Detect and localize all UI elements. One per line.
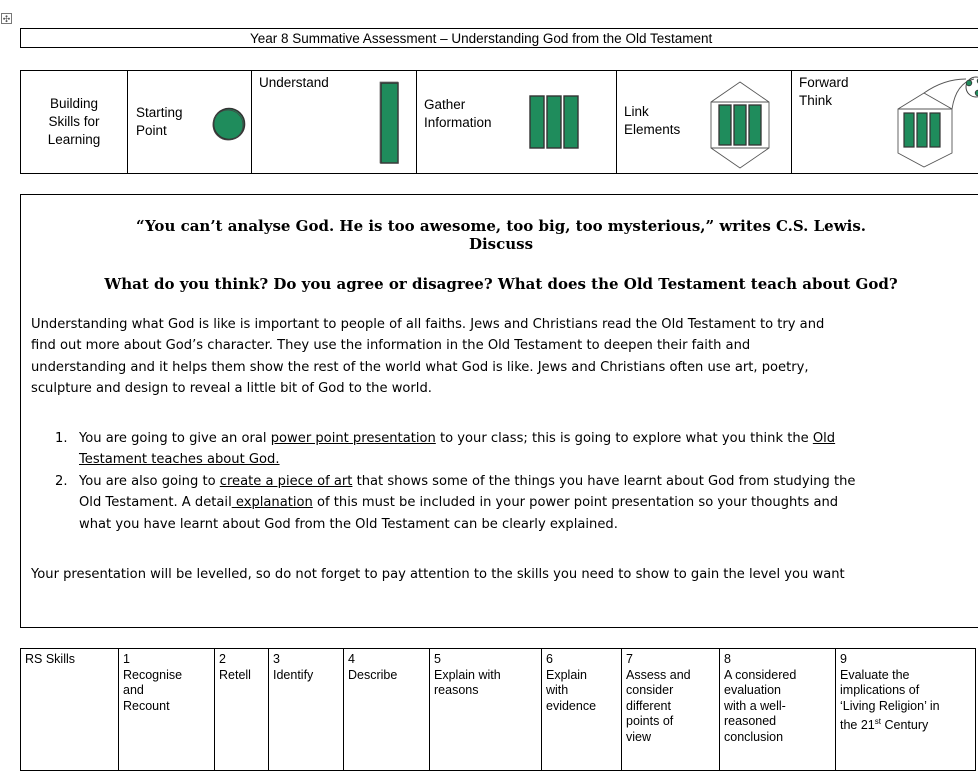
stage-label: [259, 74, 329, 92]
level-cell-6: [542, 649, 622, 771]
level-number: 2: [219, 652, 226, 666]
level-text: reasons: [434, 683, 479, 698]
forward-think-icon: [894, 73, 978, 169]
text-run: to your class; this is going to explore what you think the: [435, 431, 813, 446]
title-box: [20, 28, 978, 48]
stage-gather-information: [417, 71, 617, 173]
level-number: 4: [348, 652, 355, 666]
stage-label-line: Information: [424, 115, 492, 130]
underlined-text: create a piece of art: [219, 474, 353, 489]
level-text: different: [626, 698, 671, 713]
level-text: Describe: [348, 667, 398, 682]
level-cell-4: [344, 649, 430, 771]
single-bar-icon: [378, 80, 402, 166]
level-text: implications of: [840, 683, 920, 698]
stage-label-line: Starting: [136, 105, 183, 120]
stage-label-line: Forward: [799, 75, 849, 90]
level-text: with a well-: [724, 698, 786, 713]
level-cell-5: [430, 649, 542, 771]
text-run: what you have learnt about God from the Old Testament can be clearly explained.: [79, 516, 618, 532]
level-number: 5: [434, 652, 441, 666]
level-text: Evaluate the: [840, 667, 910, 682]
intro-line: sculpture and design to reveal a little bit of God to the world.: [31, 380, 432, 396]
list-number: 2.: [55, 474, 68, 489]
level-number: 3: [273, 652, 280, 666]
text-run: You are also going to: [79, 474, 220, 489]
underlined-text: power point presentation: [270, 431, 436, 446]
stage-label: [799, 74, 849, 110]
level-text: Identify: [273, 667, 314, 682]
level-text: Retell: [219, 667, 251, 682]
rs-skills-table: [20, 648, 976, 771]
task-item-2: [55, 471, 855, 535]
stage-label-line: Understand: [259, 75, 329, 90]
stage-forward-think: [792, 71, 978, 173]
level-text: and: [123, 683, 144, 698]
level-text: evidence: [546, 698, 597, 713]
text-run: Century: [881, 718, 929, 733]
level-text: Explain: [546, 667, 587, 682]
rs-skills-header: RS Skills: [21, 649, 119, 771]
level-text: Explain with: [434, 667, 501, 682]
quote-line-1: “You can’t analyse God. He is too awesome, too big, too mysterious,” writes C.S. Lewis.: [135, 217, 866, 235]
superscript: st: [874, 717, 881, 727]
question-heading: What do you think? Do you agree or disagree? What does the Old Testament teach about God?: [104, 275, 898, 293]
stage-label-line: Think: [799, 93, 833, 108]
level-text: A considered: [724, 667, 797, 682]
stage-label-line: Elements: [624, 122, 681, 137]
stage-label: [424, 96, 492, 132]
table-move-handle[interactable]: ✣: [2, 14, 11, 24]
underlined-text: explanation: [231, 495, 313, 511]
intro-line: understanding and it helps them show the rest of the world what God is like. Jews and Christians often use art, poetry,: [31, 359, 809, 375]
level-number: 7: [626, 652, 633, 666]
level-number: 1: [123, 652, 130, 666]
text-run: Old Testament. A detail: [79, 495, 232, 511]
page-title: Year 8 Summative Assessment – Understanding God from the Old Testament: [250, 31, 713, 46]
skills-heading-line: Learning: [47, 132, 101, 147]
level-cell-8: [720, 649, 836, 771]
level-cell-3: [269, 649, 344, 771]
underlined-text: Testament teaches about God.: [79, 452, 280, 468]
text-run: the 21: [840, 718, 875, 733]
levelled-note: Your presentation will be levelled, so do not forget to pay attention to the skills you need to show to gain the level you want: [31, 567, 845, 582]
level-text: points of: [626, 714, 674, 729]
intro-line: Understanding what God is like is important to people of all faiths. Jews and Christians read the Old Testament to try and: [31, 317, 825, 332]
level-text: Recognise: [123, 667, 183, 682]
level-text: Recount: [123, 698, 170, 713]
level-text: Assess and: [626, 667, 691, 682]
task-item-2-line-1: [55, 471, 855, 492]
intro-line: find out more about God’s character. They use the information in the Old Testament to deepen their faith and: [31, 338, 751, 354]
stage-label: [624, 103, 680, 139]
level-text: view: [626, 729, 652, 744]
level-cell-9: [836, 649, 976, 771]
stage-label-line: Gather: [424, 97, 466, 112]
task-item-1-line-2: [55, 449, 835, 470]
level-cell-1: [119, 649, 215, 771]
quote-line-2: Discuss: [468, 235, 534, 253]
level-text: consider: [626, 683, 674, 698]
linked-bars-icon: [707, 80, 773, 170]
stage-link-elements: [617, 71, 792, 173]
text-run: You are going to give an oral: [79, 431, 271, 446]
text-run: of this must be included in your power point presentation so your thoughts and: [312, 495, 839, 511]
stage-label: [136, 104, 183, 140]
level-number: 8: [724, 652, 731, 666]
skills-heading-cell: [21, 71, 128, 173]
stage-label-line: Link: [624, 104, 649, 119]
skills-heading-line: Building: [49, 96, 99, 111]
skills-heading-line: Skills for: [48, 114, 100, 129]
level-text: ‘Living Religion’ in: [840, 698, 940, 713]
level-text: [840, 714, 971, 734]
task-box: [20, 194, 978, 628]
skills-heading: [21, 95, 127, 149]
level-cell-7: [622, 649, 720, 771]
level-number: 6: [546, 652, 553, 666]
task-item-2-line-3: [55, 514, 855, 535]
level-text: with: [546, 683, 569, 698]
level-number: 9: [840, 652, 847, 666]
level-cell-2: [215, 649, 269, 771]
intro-paragraph: [31, 314, 978, 399]
level-text: reasoned: [724, 714, 777, 729]
circle-icon: [211, 106, 247, 142]
skills-bar: [20, 70, 978, 174]
underlined-text: Old: [812, 431, 836, 446]
table-row: [21, 649, 976, 771]
stage-label-line: Point: [136, 123, 167, 138]
task-item-2-line-2: [55, 492, 855, 513]
list-number: 1.: [55, 431, 68, 446]
stage-starting-point: [128, 71, 252, 173]
stage-understand: [252, 71, 417, 173]
level-text: evaluation: [724, 683, 781, 698]
task-item-1: [55, 428, 835, 471]
text-run: that shows some of the things you have learnt about God from studying the: [352, 474, 856, 489]
task-item-1-line-1: [55, 428, 835, 449]
three-bars-icon: [527, 93, 581, 151]
level-text: conclusion: [724, 729, 784, 744]
